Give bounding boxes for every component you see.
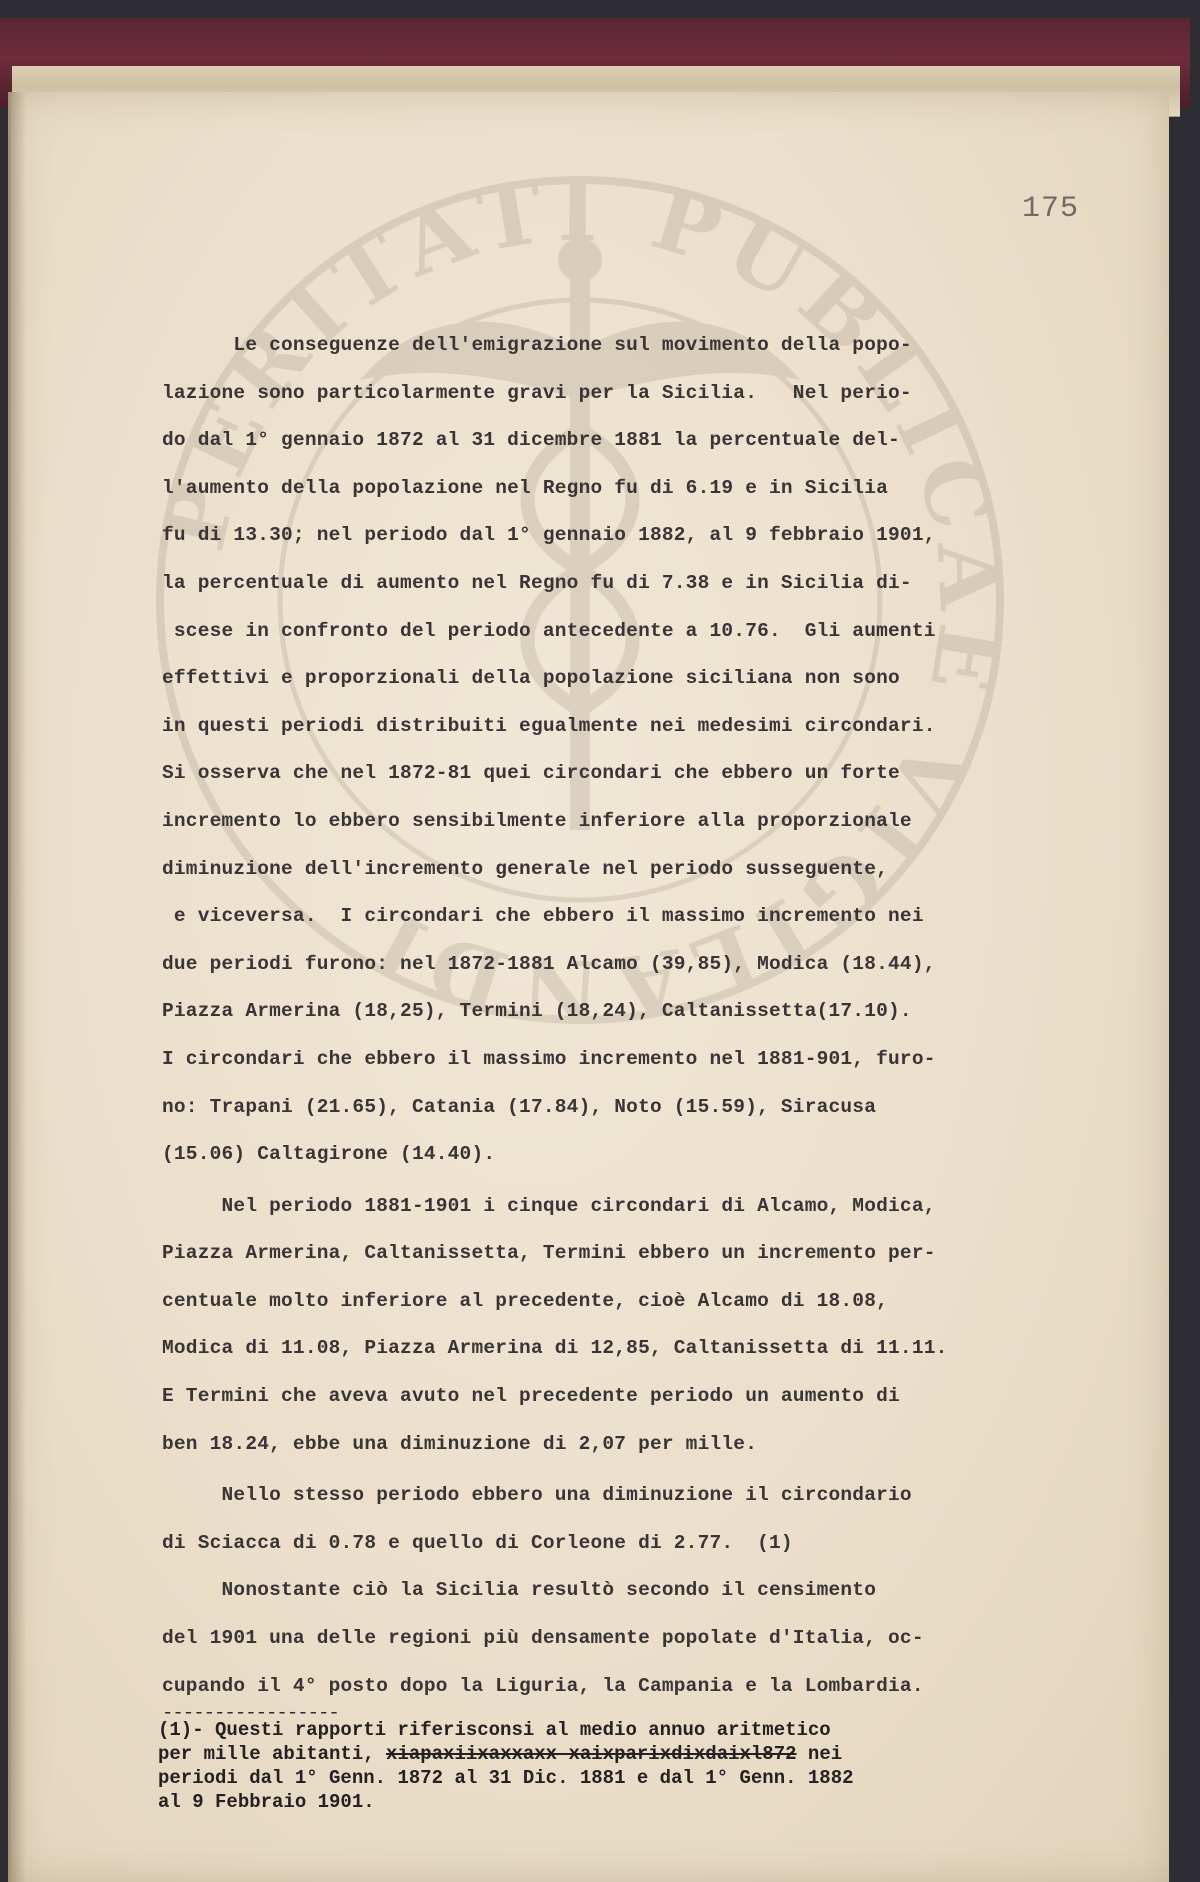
footnote	[158, 1718, 1098, 1814]
text-line: fu di 13.30; nel periodo dal 1° gennaio 1882, al 9 febbraio 1901,	[162, 524, 936, 547]
text-line: di Sciacca di 0.78 e quello di Corleone di 2.77. (1)	[162, 1531, 793, 1554]
footnote-separator: -----------------	[162, 1702, 339, 1724]
text-line: scese in confronto del periodo antecedente a 10.76. Gli aumenti	[162, 619, 936, 642]
text-line: Nello stesso periodo ebbero una diminuzione il circondario	[162, 1484, 912, 1507]
footnote-line: (1)- Questi rapporti riferisconsi al medio annuo aritmetico	[158, 1719, 831, 1741]
text-line: (15.06) Caltagirone (14.40).	[162, 1143, 496, 1166]
text-line: del 1901 una delle regioni più densamente popolate d'Italia, oc-	[162, 1627, 924, 1650]
text-line: Modica di 11.08, Piazza Armerina di 12,85, Caltanissetta di 11.11.	[162, 1337, 948, 1360]
footnote-line: al 9 Febbraio 1901.	[158, 1791, 375, 1813]
text-line: diminuzione dell'incremento generale nel periodo susseguente,	[162, 857, 889, 880]
text-line: Piazza Armerina (18,25), Termini (18,24), Caltanissetta(17.10).	[162, 1000, 912, 1023]
footnote-line: periodi dal 1° Genn. 1872 al 31 Dic. 1881 e dal 1° Genn. 1882	[158, 1767, 854, 1789]
text-line: due periodi furono: nel 1872-1881 Alcamo (39,85), Modica (18.44),	[162, 952, 936, 975]
text-line: l'aumento della popolazione nel Regno fu di 6.19 e in Sicilia	[162, 476, 889, 499]
text-line: lazione sono particolarmente gravi per la Sicilia. Nel perio-	[162, 381, 912, 404]
spine-shadow	[8, 92, 26, 1882]
text-line: Nel periodo 1881-1901 i cinque circondari di Alcamo, Modica,	[162, 1194, 936, 1217]
footnote-line-end: nei	[796, 1743, 843, 1765]
text-line: Si osserva che nel 1872-81 quei circondari che ebbero un forte	[162, 762, 900, 785]
footnote-line-start: per mille abitanti,	[158, 1743, 387, 1765]
text-line: centuale molto inferiore al precedente, cioè Alcamo di 18.08,	[162, 1289, 889, 1312]
text-line: la percentuale di aumento nel Regno fu di 7.38 e in Sicilia di-	[162, 571, 912, 594]
body-text	[162, 322, 1102, 1710]
struck-out-text: xiapaxiixaxxaxx xaixparixdixdaixl872	[386, 1743, 797, 1765]
text-line: in questi periodi distribuiti egualmente nei medesimi circondari.	[162, 714, 936, 737]
text-line: E Termini che aveva avuto nel precedente periodo un aumento di	[162, 1385, 900, 1408]
text-line: Piazza Armerina, Caltanissetta, Termini ebbero un incremento per-	[162, 1242, 936, 1265]
text-line: ben 18.24, ebbe una diminuzione di 2,07 per mille.	[162, 1432, 758, 1455]
text-line: Le conseguenze dell'emigrazione sul movimento della popo-	[162, 334, 912, 356]
seal-text: PERITATI PUBLICAE VIGILANDI	[143, 159, 1022, 1042]
text-line: effettivi e proporzionali della popolazione siciliana non sono	[162, 667, 900, 690]
text-line: incremento lo ebbero sensibilmente inferiore alla proporzionale	[162, 809, 912, 832]
text-line: no: Trapani (21.65), Catania (17.84), Noto (15.59), Siracusa	[162, 1095, 877, 1118]
footnote-line	[158, 1742, 1098, 1766]
text-line: do dal 1° gennaio 1872 al 31 dicembre 1881 la percentuale del-	[162, 429, 900, 452]
page-number: 175	[1022, 192, 1080, 226]
text-line: cupando il 4° posto dopo la Liguria, la Campania e la Lombardia.	[162, 1674, 924, 1697]
text-line: e viceversa. I circondari che ebbero il massimo incremento nei	[162, 905, 924, 928]
text-line: I circondari che ebbero il massimo incremento nel 1881-901, furo-	[162, 1047, 936, 1070]
text-line: Nonostante ciò la Sicilia resultò secondo il censimento	[162, 1579, 877, 1602]
